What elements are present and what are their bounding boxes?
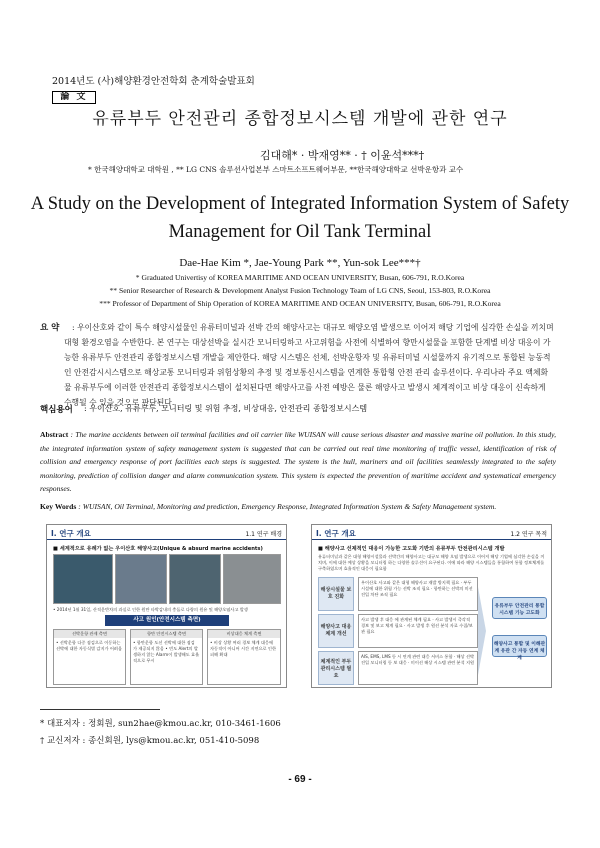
english-title-line2: Management for Oil Tank Terminal [168, 222, 432, 242]
korean-keywords-label: 핵심용어 [40, 405, 73, 415]
cause-column-2-text: • 항만운항 도선 선박에 대한 점검 가 제공되지 않음 • 빈도 Alert의 발생하지 않는 Alarm이 발생해도 효율적으로 무시 [133, 640, 200, 663]
need-1-label: 해상시설물 보호 진화 [320, 587, 352, 600]
need-3-text: AIS, EMS, LMS 등 시 연계 관련 대응 서비스 통합 · 해상 선박 진입 모니터링 등 보 대응 · 미이선 해상 시스템 관련 분석 지원 [361, 654, 475, 665]
slide1-heading: ■ 세계적으로 유례가 없는 우이산호 해양사고(Unique & absurd marine accidents) [53, 546, 263, 552]
flow-arrow-icon [478, 577, 492, 685]
english-keywords-label: Key Words [40, 502, 77, 511]
footnote-corresponding-author: † 교신저자 : 종신회원, lys@kmou.ac.kr, 051-410-5098 [40, 736, 260, 746]
english-abstract-label: Abstract [40, 430, 69, 439]
english-title [0, 190, 600, 246]
slide1-header [47, 525, 286, 540]
goal-1-text: 유류부두 안전관리 통합 시스템 기능 고도화 [494, 604, 545, 616]
page-number: - 69 - [288, 774, 312, 785]
slide1-section: I. 연구 개요 [51, 529, 91, 538]
english-keywords-text: : WUISAN, Oil Terminal, Monitoring and prediction, Emergency Response, Integrated Information System & Safety Management system. [78, 502, 497, 511]
korean-abstract-label: 요 약 [40, 323, 60, 333]
need-1-label-box [318, 577, 354, 611]
slide-research-purpose [311, 524, 552, 688]
cause-column-1-text: • 선박운항 다중 점검으로 이동하는 선박에 대한 자동식별 감지가 어려움 [56, 640, 123, 651]
korean-abstract-text: : 우이산호와 같이 특수 해양시설물인 유류터미널과 선박 간의 해양사고는 대규모 해양오염 발생으로 이어져 해당 기업에 심각한 손실을 끼치며 대형 환경오염을 수반한다. 본 연구는 대상선박을 실시간 모니터링하고 사고위험을 사전에 식별하여 향만시설물을 포함한 단계별 비상 대응이 가능한 유류부두 안전관리 종합정보시스템 개발을 제안한다. 해당 시스템은 선체, 선박운항자 및 유류터미널 시설물까지 유기적으로 통합된 능동적인 안전감시시스템으로 해상교통 모니터링과 위험상황의 추정 및 경보통신시스템을 연계한 통합형 안전 관리 솔루션이다. 우리나라 주요 액체화물 유류부두에 이러한 안전관리 종합정보시스템이 설치된다면 해양사고를 사전 예방은 물론 해양사고 발생시 체계적이고 비상 대응이 신속하게 수행될 수 있을 것으로 판단된다. [64, 323, 554, 407]
accident-photo-4 [223, 554, 281, 604]
cause-column-1 [53, 629, 126, 685]
goal-1-box [492, 597, 547, 619]
english-affiliation-2: ** Senior Researcher of Research & Development Analyst Fusion Technology Team of LG CNS, Seoul, 153-803, R.O.Korea [109, 286, 491, 295]
cause-column-3-text: • 비상 상황 여러 경보 체계 대응에 자동적이 아니어 시간 지연으로 인한 피해 확대 [210, 640, 277, 657]
slide-research-background [46, 524, 287, 688]
slide1-caption: • 2014년 1월 31일, 산적운반차의 과실로 인한 원만 타박감내의 충돌로 다량의 원유 및 해양오염사고 발생 [53, 607, 248, 612]
slide2-number: 1.2 연구 목적 [510, 531, 547, 538]
english-abstract-text: : The marine accidents between oil terminal facilities and oil carrier like WUISAN will cause serious disaster and massive marine oil pollution. In this study, the integrated information system of safety management system is suggested that can be carried out real time monitoring of traffic vessel, identification of risk of collision and emergency response of port facilities each steps is suggested. The system is the hull, mariners and oil facilities seamlessly integrated to the safety monitoring, prediction of collision danger and alarm communication system. This system is expected the prevention of maritime accident and systematical emergency responses. [40, 430, 556, 493]
slide2-heading: ■ 해양사고 선제적인 대응이 가능한 고도화 기반의 유류부두 안전관리시스템 개발 [318, 546, 505, 552]
accident-photo-1 [53, 554, 113, 604]
conference-name: 2014년도 (사)해양환경안전학회 춘계학술발표회 [52, 76, 255, 87]
english-affiliation-1: * Graduated Univertisy of KOREA MARITIME AND OCEAN UNIVERSITY, Busan, 606-791, R.O.Korea [135, 273, 465, 282]
need-1-text: 우이산호 사고와 같은 대형 해양사고 재발 방지책 필요 · 부두 시설에 대한 위험 가능 선박 조직 필요 · 항만하는 선박의 미선 진입 차단 조직 필요 [361, 580, 473, 597]
need-2-label-box [318, 614, 354, 648]
english-keywords [40, 502, 496, 511]
goal-2-text: 해양사고 통합 및 이해관계 유관 간 자동 연계 체계 [493, 642, 546, 661]
slide2-header [312, 525, 551, 540]
slide1-subheading: 사고 원인(안전시스템 측면) [105, 615, 229, 626]
english-authors: Dae-Hae Kim *, Jae-Young Park **, Yun-sok Lee***† [179, 257, 421, 269]
english-affiliation-3: *** Professor of Department of Ship Operation of KOREA MARITIME AND OCEAN UNIVERSITY, Busan, 606-791, R.O.Korea [99, 299, 501, 308]
footnote-divider [40, 709, 160, 710]
slide2-section: I. 연구 개요 [316, 529, 356, 538]
slide2-intro: 유류터미널과 같은 대형 해양시설물과 선박간의 해양사고는 대규모 해양 오염 발생으로 이어져 해당 기업에 심각한 손실을 끼치며, 이에 대한 예상 상황을 모니터링 하는 다양한 솔루션이 요구된다. 이에 따라 해양 시스템들을 통합하여 통합 정보체계를 구축하였으며 효율적인 대응이 필요함 [318, 554, 545, 571]
korean-keywords-text: : 우이산호, 유류부두, 모니터링 및 위험 추정, 비상대응, 안전관리 종합정보시스템 [84, 404, 368, 413]
korean-title: 유류부두 안전관리 종합정보시스템 개발에 관한 연구 [92, 109, 508, 129]
article-type-label: 論 文 [52, 91, 96, 104]
english-abstract [40, 428, 556, 496]
footnote-lead-author: * 대표저자 : 정회원, sun2hae@kmou.ac.kr, 010-3461-1606 [40, 719, 281, 729]
need-1-detail [358, 577, 478, 611]
english-title-line1: A Study on the Development of Integrated Information System of Safety [30, 194, 570, 214]
korean-authors: 김대해* · 박재영** · † 이윤석***† [260, 149, 425, 162]
cause-column-3-head: 비상대응 체계 측면 [208, 630, 280, 638]
need-2-detail [358, 614, 478, 648]
need-3-label-box [318, 651, 354, 685]
need-2-label: 해양사고 대응체계 개선 [320, 624, 352, 637]
cause-column-2 [130, 629, 203, 685]
accident-photo-3 [169, 554, 221, 604]
cause-column-2-head: 항만 안전시스템 측면 [131, 630, 202, 638]
cause-column-1-head: 선박운항 관제 측면 [54, 630, 125, 638]
accident-photo-2 [115, 554, 167, 604]
slide1-number: 1.1 연구 배경 [245, 531, 282, 538]
cause-column-3 [207, 629, 281, 685]
need-3-detail [358, 651, 478, 685]
korean-affiliations: * 한국해양대학교 대학원 , ** LG CNS 솔루션사업본부 스마트소프트웨어부문, **한국해양대학교 선박운항과 교수 [88, 165, 464, 174]
need-3-label: 체계적인 부두관리시스템 필요 [320, 659, 352, 679]
need-2-text: 사고 발생 후 대응 에 관계된 체계 필요 · 사고 발생시 즉각적 경보 및 보고 체계 필요 · 사고 발생 후 원선 분석 자료 수집/보관 필요 [361, 617, 473, 634]
goal-2-box [492, 635, 547, 661]
